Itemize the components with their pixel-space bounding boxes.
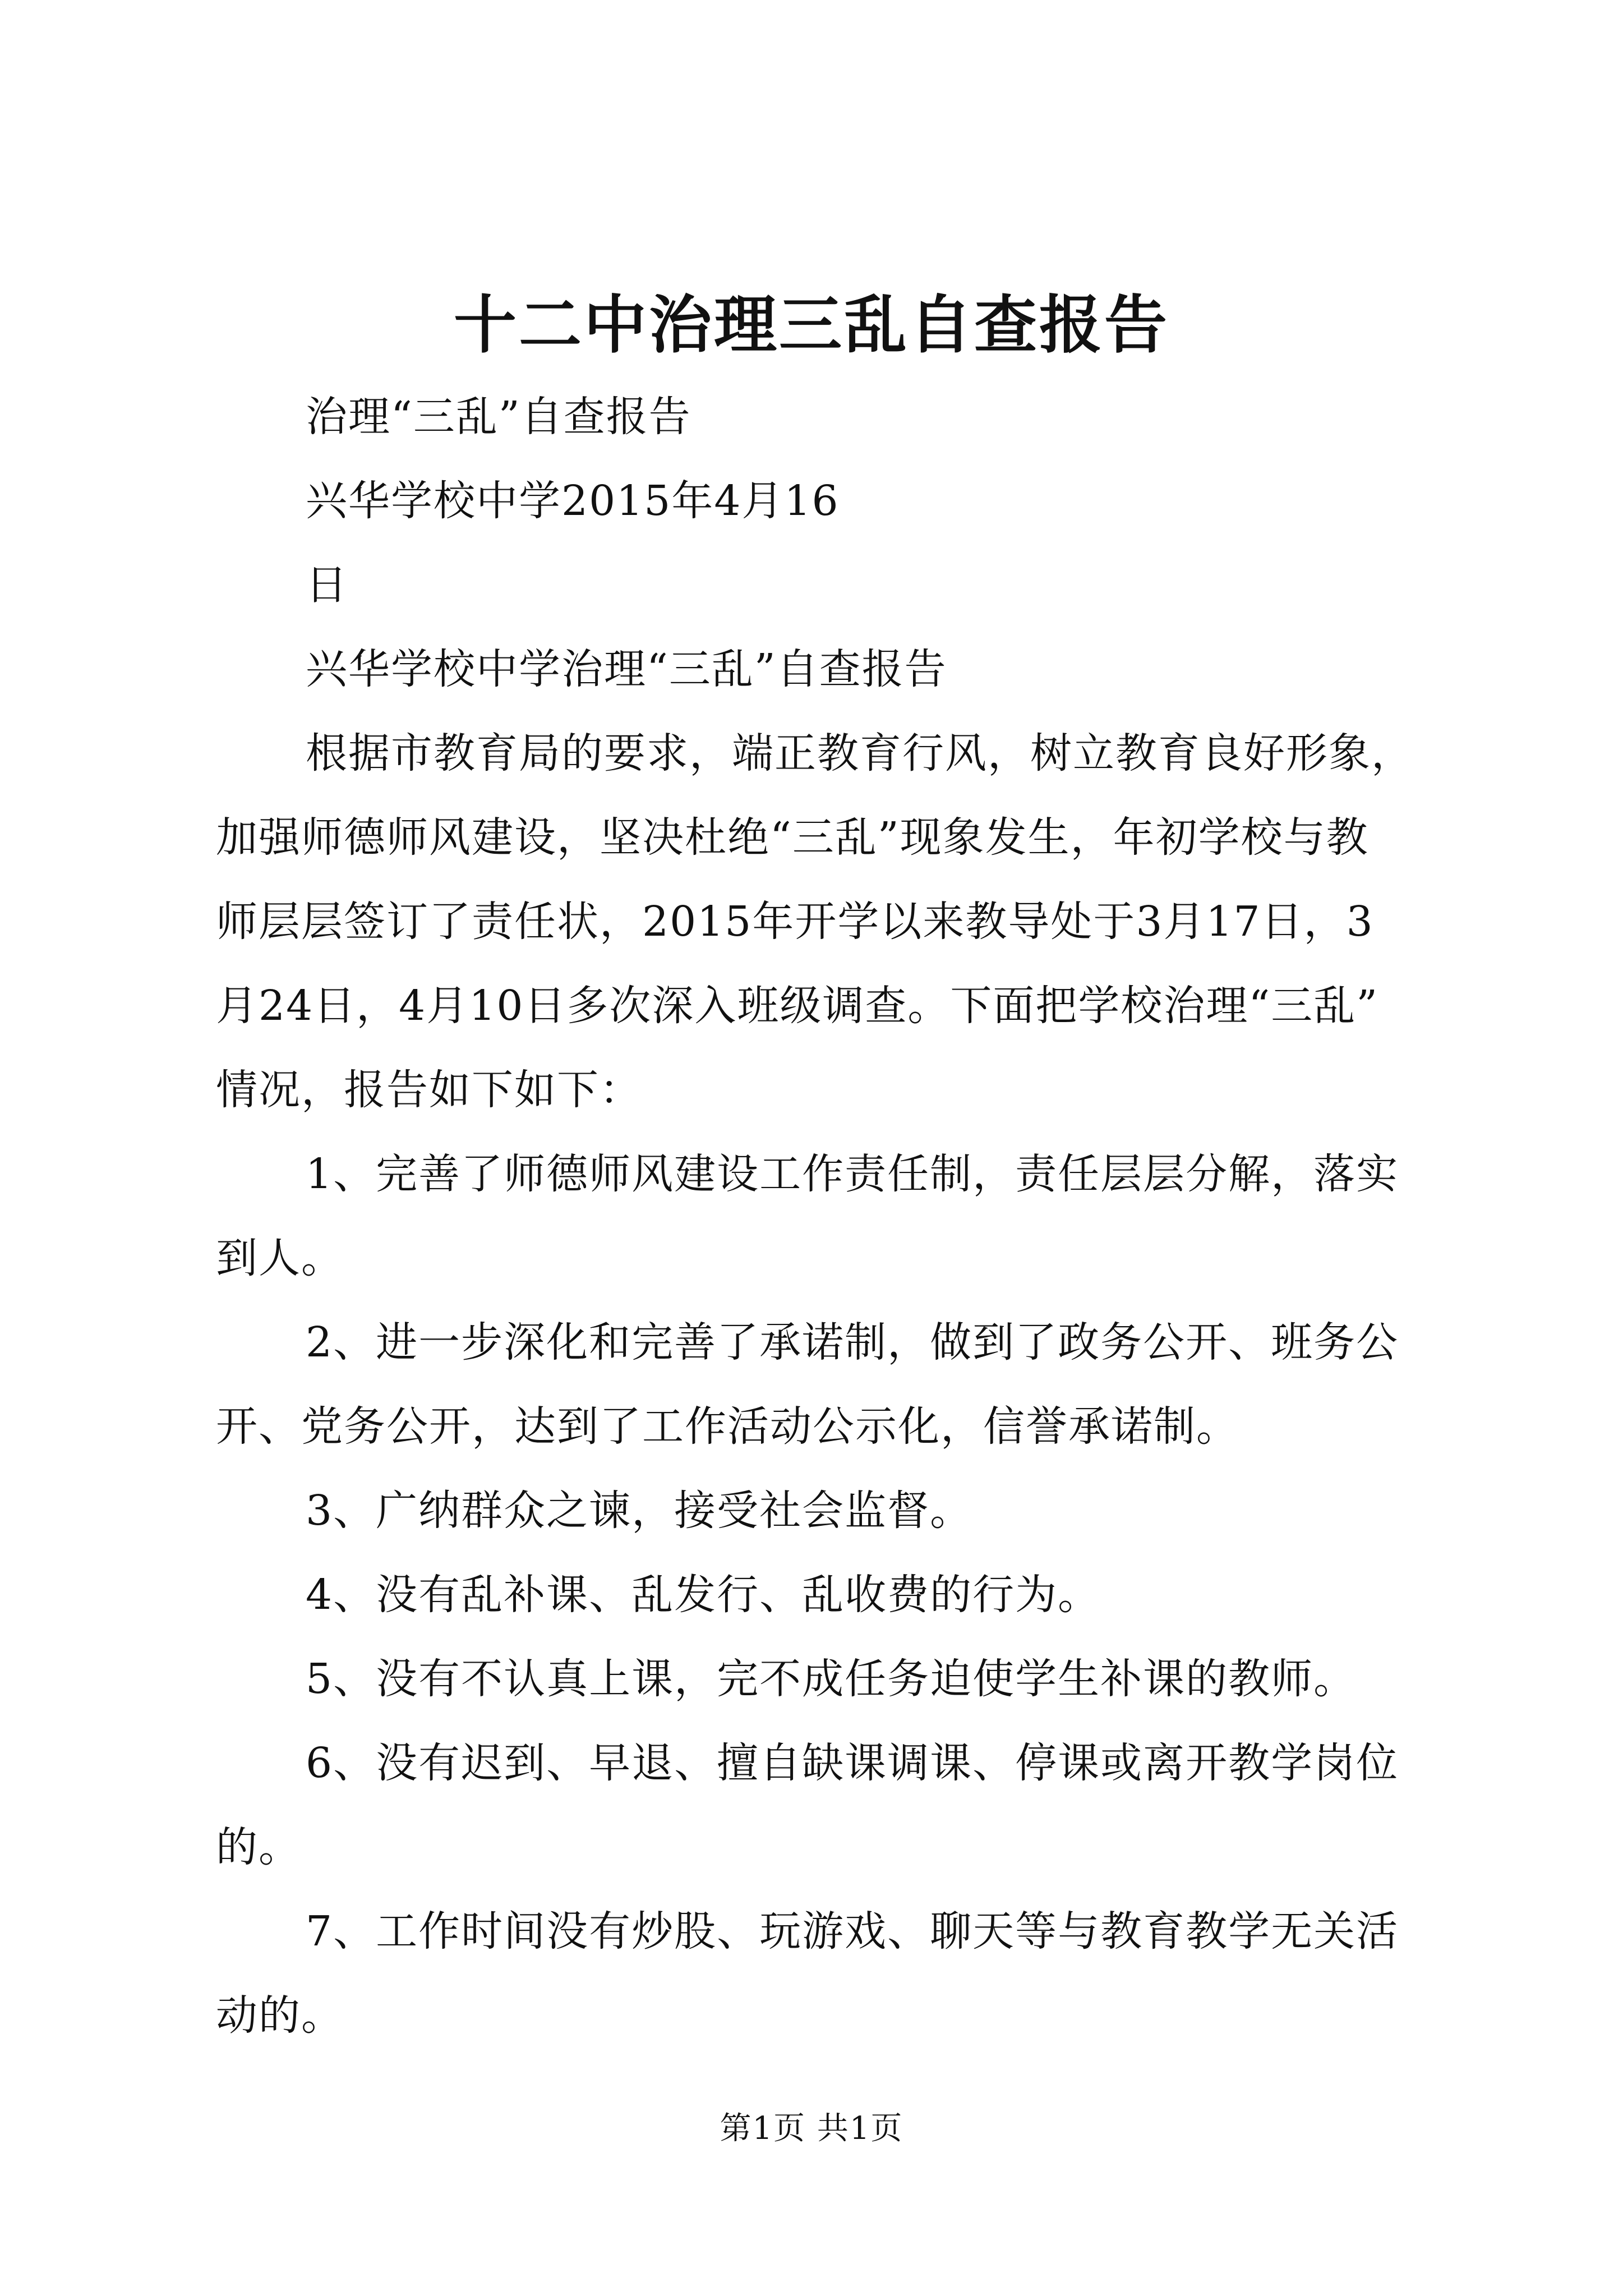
document-body [216, 375, 1416, 2058]
page-footer: 第1页 共1页 [720, 2110, 903, 2147]
body-line: 师层层签订了责任状，2015年开学以来教导处于3月17日，3 [216, 898, 1374, 946]
body-line: 动的。 [216, 1991, 344, 2040]
body-line: 7、工作时间没有炒股、玩游戏、聊天等与教育教学无关活 [306, 1907, 1399, 1955]
body-line: 1、完善了师德师风建设工作责任制，责任层层分解，落实 [306, 1150, 1399, 1198]
body-line: 加强师德师风建设，坚决杜绝“三乱”现象发生，年初学校与教 [216, 813, 1369, 862]
body-line: 月24日，4月10日多次深入班级调查。下面把学校治理“三乱” [216, 982, 1379, 1030]
body-line: 3、广纳群众之谏，接受社会监督。 [306, 1487, 973, 1535]
document-title: 十二中治理三乱自查报告 [454, 288, 1169, 362]
body-line: 日 [306, 561, 348, 609]
body-line: 开、党务公开，达到了工作活动公示化，信誉承诺制。 [216, 1402, 1239, 1451]
body-line: 6、没有迟到、早退、擅自缺课调课、停课或离开教学岗位 [306, 1739, 1399, 1787]
body-line: 兴华学校中学治理“三乱”自查报告 [306, 645, 947, 693]
body-line: 5、没有不认真上课，完不成任务迫使学生补课的教师。 [306, 1655, 1357, 1703]
body-line: 4、没有乱补课、乱发行、乱收费的行为。 [306, 1571, 1101, 1619]
body-line: 根据市教育局的要求，端正教育行风，树立教育良好形象， [306, 729, 1414, 777]
body-line: 2、进一步深化和完善了承诺制，做到了政务公开、班务公 [306, 1318, 1399, 1366]
body-line: 的。 [216, 1823, 301, 1871]
body-line: 兴华学校中学2015年4月16 [306, 477, 840, 525]
body-line: 情况，报告如下如下： [216, 1066, 642, 1114]
body-line: 到人。 [216, 1234, 344, 1282]
body-line: 治理“三乱”自查报告 [306, 393, 691, 441]
